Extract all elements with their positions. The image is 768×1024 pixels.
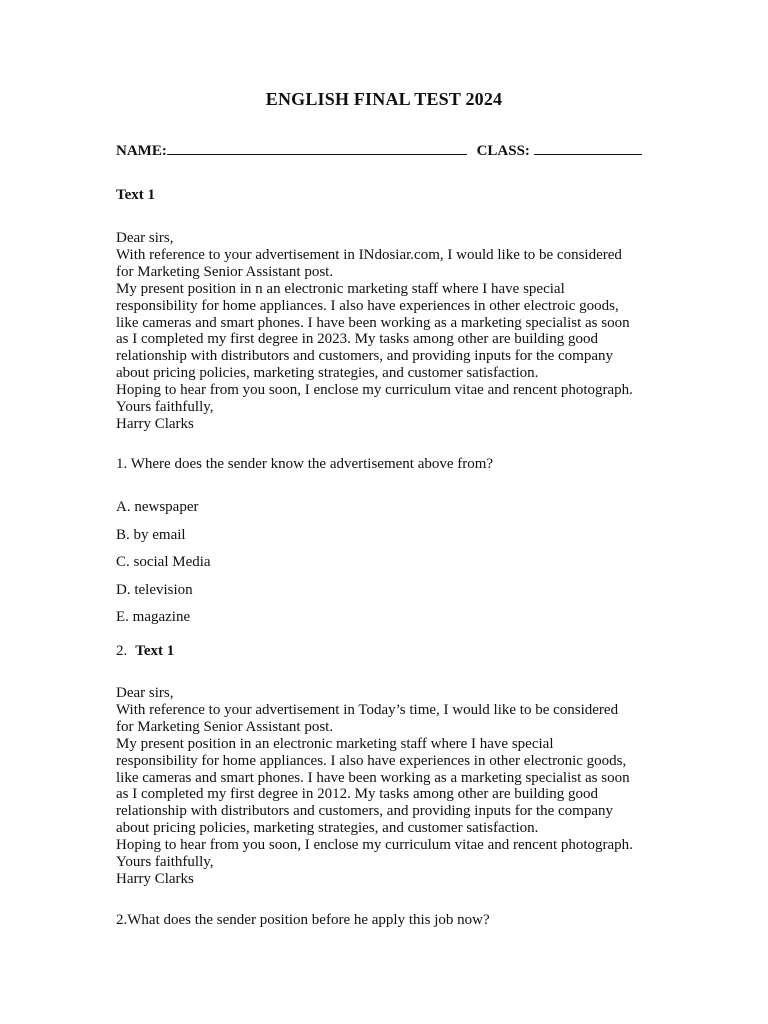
class-label: CLASS:: [476, 143, 530, 159]
class-blank: [534, 140, 642, 155]
letter2-line: for Marketing Senior Assistant post.: [116, 718, 334, 735]
letter2-line: Yours faithfully,: [116, 854, 214, 871]
letter2-line: Harry Clarks: [116, 870, 194, 887]
letter1-line: Hoping to hear from you soon, I enclose my curriculum vitae and rencent photograph.: [116, 382, 633, 399]
name-class-row: [116, 140, 642, 160]
letter1-line: My present position in n an electronic marketing staff where I have special: [116, 280, 565, 297]
q1-option-b: B. by email: [116, 527, 186, 543]
letter2-line: Dear sirs,: [116, 685, 174, 701]
question-1: 1. Where does the sender know the advertisement above from?: [116, 456, 494, 472]
letter2-line: like cameras and smart phones. I have been working as a marketing specialist as soon: [116, 769, 630, 786]
q1-option-d: D. television: [116, 582, 193, 598]
letter1-line: about pricing policies, marketing strategies, and customer satisfaction.: [116, 365, 539, 382]
letter1-line: for Marketing Senior Assistant post.: [116, 263, 334, 280]
letter1-line: With reference to your advertisement in INdosiar.com, I would like to be considered: [116, 246, 622, 263]
q1-option-c: C. social Media: [116, 554, 211, 570]
q1-option-a: A. newspaper: [116, 499, 199, 515]
name-label: NAME:: [116, 143, 167, 159]
letter2-line: responsibility for home appliances. I also have experiences in other electronic goods,: [116, 752, 627, 769]
letter1-line: Dear sirs,: [116, 230, 174, 246]
question-2: 2.What does the sender position before he apply this job now?: [116, 912, 490, 928]
letter1-line: as I completed my first degree in 2023. My tasks among other are building good: [116, 331, 598, 348]
letter2-line: about pricing policies, marketing strategies, and customer satisfaction.: [116, 820, 539, 837]
letter1-line: Yours faithfully,: [116, 399, 214, 416]
q1-option-e: E. magazine: [116, 609, 191, 625]
letter-2: [116, 685, 676, 888]
letter-1: [116, 230, 676, 433]
letter1-line: responsibility for home appliances. I also have experiences in other electroic goods,: [116, 297, 619, 314]
letter2-line: With reference to your advertisement in Today’s time, I would like to be considered: [116, 701, 619, 718]
page-title: ENGLISH FINAL TEST 2024: [265, 89, 503, 109]
letter2-line: Hoping to hear from you soon, I enclose my curriculum vitae and rencent photograph.: [116, 837, 633, 854]
letter1-line: Harry Clarks: [116, 415, 194, 432]
letter1-line: like cameras and smart phones. I have been working as a marketing specialist as soon: [116, 314, 630, 331]
letter2-line: as I completed my first degree in 2012. My tasks among other are building good: [116, 786, 598, 803]
letter1-line: relationship with distributors and customers, and providing inputs for the company: [116, 348, 614, 365]
section2-heading: [116, 643, 174, 660]
letter2-line: relationship with distributors and customers, and providing inputs for the company: [116, 803, 614, 820]
section1-heading: Text 1: [116, 187, 156, 203]
name-blank: [167, 140, 467, 155]
letter2-line: My present position in an electronic marketing staff where I have special: [116, 735, 554, 752]
section2-title: Text 1: [135, 643, 175, 659]
section2-number: 2.: [116, 643, 128, 659]
